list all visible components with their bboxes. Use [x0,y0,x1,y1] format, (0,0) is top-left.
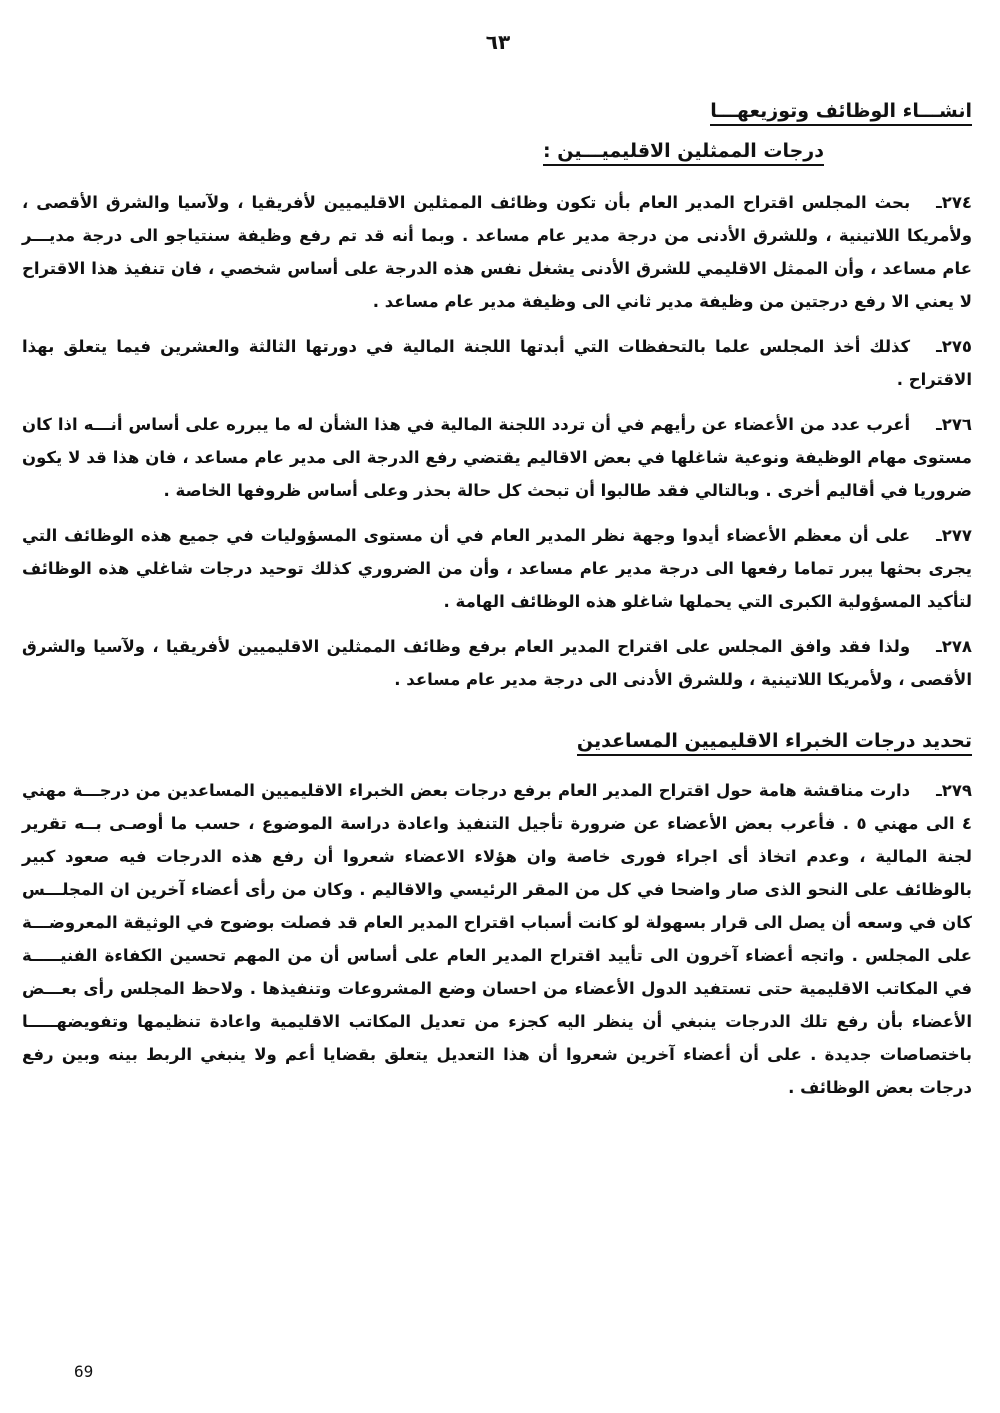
paragraph-278 [22,630,972,696]
page-number-top: ٦٣ [485,30,511,54]
paragraph-276 [22,408,972,507]
paragraph-text: بحث المجلس اقتراح المدير العام بأن تكون وظائف الممثلين الاقليميين لأفريقيا ، ولآسيا والشرق الأقصى ، ولأمريكا اللاتينية ، وللشرق الأدنى من درجة مدير عام مساعد . وبما أنه قد تم رفع وظيفة سنتياجو الى درجة مديـــر عام مساعد ، وأن الممثل الاقليمي للشرق الأدنى يشغل نفس هذه الدرجة على أساس شخصي ، فان تنفيذ هذا الاقتراح لا يعني الا رفع درجتين من وظيفة مدير ثاني الى وظيفة مدير عام مساعد . [22,193,972,311]
paragraph-number: ٢٧٨ـ [936,637,972,656]
paragraph-text: دارت مناقشة هامة حول اقتراح المدير العام برفع درجات بعض الخبراء الاقليميين المساعدين من درجـــة مهني ٤ الى مهني ٥ . فأعرب بعض الأعضاء عن ضرورة تأجيل التنفيذ واعادة دراسة الموضوع ، حسب ما أوصـى بــه تقرير لجنة المالية ، وعدم اتخاذ أى اجراء فورى خاصة وان هؤلاء الاعضاء شعروا أن رفع هذه الدرجات فيه صعود كبير بالوظائف على النحو الذى صار واضحا في كل من المقر الرئيسي والاقاليم . وكان من رأى أعضاء آخرين ان المجلـــس كان في وسعه أن يصل الى قرار بسهولة لو كانت أسباب اقتراح المدير العام قد فصلت بوضوح في الوثيقة المعروضـــة على المجلس . واتجه أعضاء آخرون الى تأييد اقتراح المدير العام على أساس أن من المهم تحسين الكفاءة الفنيـــــة في المكاتب الاقليمية حتى تستفيد الدول الأعضاء من احسان وضع المشروعات وتنفيذها . ولاحظ المجلس رأى بعـــض الأعضاء بأن رفع تلك الدرجات ينبغي أن ينظر اليه كجزء من تعديل المكاتب الاقليمية واعادة تنظيمها وتفويضهـــــا باختصاصات جديدة . على أن أعضاء آخرين شعروا أن هذا التعديل يتعلق بقضايا أعم ولا ينبغي الربط بينه وبين رفع درجات بعض الوظائف . [22,781,972,1097]
paragraph-274 [22,186,972,318]
paragraph-number: ٢٧٥ـ [936,337,972,356]
subsection-heading-row [22,140,824,166]
section-title-jobs-creation: انشـــاء الوظائف وتوزيعهـــا [710,100,972,126]
paragraph-275 [22,330,972,396]
section-title-regional-experts-grades: تحديد درجات الخبراء الاقليميين المساعدين [577,730,972,756]
section-heading-row [22,730,972,756]
paragraph-number: ٢٧٦ـ [936,415,972,434]
paragraph-279 [22,774,972,1104]
page-number-bottom: 69 [74,1362,94,1381]
paragraph-text: كذلك أخذ المجلس علما بالتحفظات التي أبدتها اللجنة المالية في دورتها الثالثة والعشرين فيما يتعلق بهذا الاقتراح . [22,337,972,389]
section-heading-row [22,100,972,126]
paragraph-text: ولذا فقد وافق المجلس على اقتراح المدير العام برفع وظائف الممثلين الاقليميين لأفريقيا ، ولآسيا والشرق الأقصى ، ولأمريكا اللاتينية ، وللشرق الأدنى الى درجة مدير عام مساعد . [22,637,972,689]
paragraph-text: أعرب عدد من الأعضاء عن رأيهم في أن تردد اللجنة المالية في هذا الشأن له ما يبرره على أساس أنـــه اذا كان مستوى مهام الوظيفة ونوعية شاغلها في بعض الاقاليم يقتضي رفع الدرجة الى مدير عام مساعد ، فان هذا قد لا يكون ضروريا في أقاليم أخرى . وبالتالي فقد طالبوا أن تبحث كل حالة بحذر وعلى أساس ظروفها الخاصة . [22,415,972,500]
paragraph-text: على أن معظم الأعضاء أيدوا وجهة نظر المدير العام في أن مستوى المسؤوليات في جميع هذه الوظائف التي يجرى بحثها يبرر تماما رفعها الى درجة مدير عام مساعد ، وأن من الضروري كذلك توحيد درجات شاغلي هذه الوظائف لتأكيد المسؤولية الكبرى التي يحملها شاغلو هذه الوظائف الهامة . [22,526,972,611]
document-body [22,100,972,1116]
paragraph-number: ٢٧٧ـ [936,526,972,545]
paragraph-277 [22,519,972,618]
subsection-title-regional-representatives: درجات الممثلين الاقليميـــين : [543,140,824,166]
paragraph-number: ٢٧٩ـ [936,781,972,800]
paragraph-number: ٢٧٤ـ [936,193,972,212]
